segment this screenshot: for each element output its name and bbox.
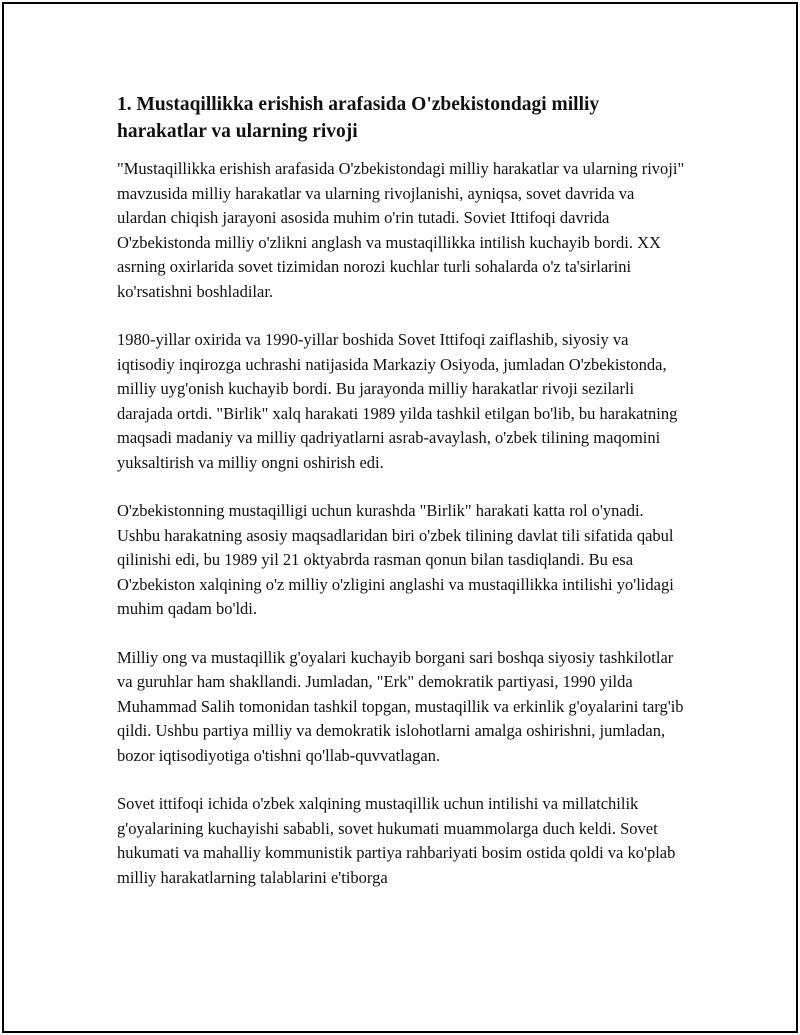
paragraph-4: Milliy ong va mustaqillik g'oyalari kuchayib borgani sari boshqa siyosiy tashkilotlar va guruhlar ham shakllandi. Jumladan, "Erk" demokratik partiyasi, 1990 yilda Muhammad Salih tomonidan tashkil topgan, mustaqillik va erkinlik g'oyalarini targ'ib qildi. Ushbu partiya milliy va demokratik islohotlarni amalga oshirishni, jumladan, bozor iqtisodiyotiga o'tishni qo'llab-quvvatlagan. — [117, 647, 684, 765]
paragraph-5: Sovet ittifoqi ichida o'zbek xalqining mustaqillik uchun intilishi va millatchilik g'oyalarining kuchayishi sababli, sovet hukumati muammolarga duch keldi. Sovet hukumati va mahalliy kommunistik partiya rahbariyati bosim ostida qoldi va ko'plab milliy harakatlarning talablarini e'tiborga — [117, 794, 676, 887]
paragraph-2: 1980-yillar oxirida va 1990-yillar boshida Sovet Ittifoqi zaiflashib, siyosiy va iqtisodiy inqirozga uchrashi natijasida Markaziy Osiyoda, jumladan O'zbekistonda, milliy uyg'onish kuchayib bordi. Bu jarayonda milliy harakatlar rivoji sezilarli darajada ortdi. "Birlik" xalq harakati 1989 yilda tashkil etilgan bo'lib, bu harakatning maqsadi madaniy va milliy qadriyatlarni asrab-avaylash, o'zbek tilining maqomini yuksaltirish va milliy ongni oshirish edi. — [117, 330, 678, 472]
paragraph-3: O'zbekistonning mustaqilligi uchun kurashda "Birlik" harakati katta rol o'ynadi. Ushbu harakatning asosiy maqsadlaridan biri o'zbek tilining davlat tili sifatida qabul qilinishi edi, bu 1989 yil 21 oktyabrda rasman qonun bilan tasdiqlandi. Bu esa O'zbekiston xalqining o'z milliy o'zligini anglashi va mustaqillikka intilishi yo'lidagi muhim qadam bo'ldi. — [117, 501, 674, 618]
paragraph-1: "Mustaqillikka erishish arafasida O'zbekistondagi milliy harakatlar va ularning rivoji" mavzusida milliy harakatlar va ularning rivojlanishi, ayniqsa, sovet davrida va ulardan chiqish jarayoni asosida muhim o'rin tutadi. Soviet Ittifoqi davrida O'zbekistonda milliy o'zlikni anglash va mustaqillikka intilish kuchayib bordi. XX asrning oxirlarida sovet tizimidan norozi kuchlar turli sohalarda o'z ta'sirlarini ko'rsatishni boshladilar. — [117, 159, 685, 301]
document-body — [117, 91, 687, 914]
document-title: 1. Mustaqillikka erishish arafasida O'zbekistondagi milliy harakatlar va ularning rivoji — [117, 94, 600, 142]
